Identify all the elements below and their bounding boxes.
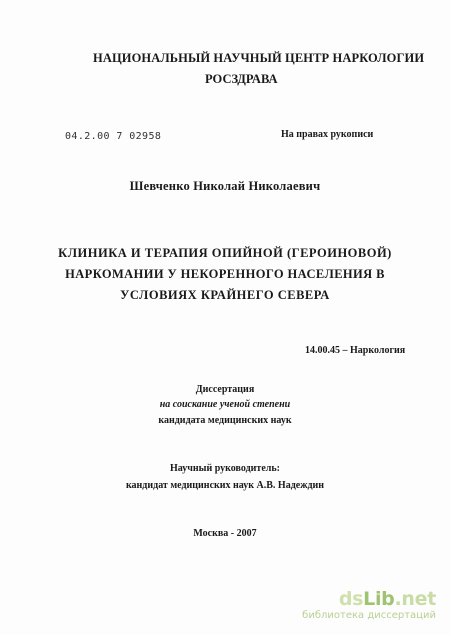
thesis-title-line-2: НАРКОМАНИИ У НЕКОРЕННОГО НАСЕЛЕНИЯ В bbox=[65, 267, 385, 281]
rights-note: На правах рукописи bbox=[281, 129, 374, 140]
supervisor-label: Научный руководитель: bbox=[170, 463, 280, 474]
supervisor-name: кандидат медицинских наук А.В. Надеждин bbox=[125, 480, 325, 491]
archive-stamp-number: 04.2.00 7 02958 bbox=[65, 131, 162, 142]
dslib-watermark bbox=[302, 590, 436, 621]
organization-line-2: РОСЗДРАВА bbox=[205, 72, 278, 86]
thesis-title-line-1: КЛИНИКА И ТЕРАПИЯ ОПИЙНОЙ (ГЕРОИНОВОЙ) bbox=[58, 246, 392, 260]
degree-purpose: на соискание ученой степени bbox=[159, 399, 291, 410]
watermark-subtitle: библиотека диссертаций bbox=[302, 610, 436, 621]
dslib-logo: dsLib.net bbox=[338, 588, 436, 610]
thesis-title-line-3: УСЛОВИЯХ КРАЙНЕГО СЕВЕРА bbox=[120, 288, 330, 302]
degree-name: кандидата медицинских наук bbox=[158, 415, 292, 426]
author-name: Шевченко Николай Николаевич bbox=[129, 179, 321, 193]
specialty-code: 14.00.45 – Наркология bbox=[305, 345, 406, 356]
dissertation-label: Диссертация bbox=[195, 384, 255, 395]
place-and-year: Москва - 2007 bbox=[193, 528, 257, 539]
organization-line-1: НАЦИОНАЛЬНЫЙ НАУЧНЫЙ ЦЕНТР НАРКОЛОГИИ bbox=[93, 51, 425, 65]
